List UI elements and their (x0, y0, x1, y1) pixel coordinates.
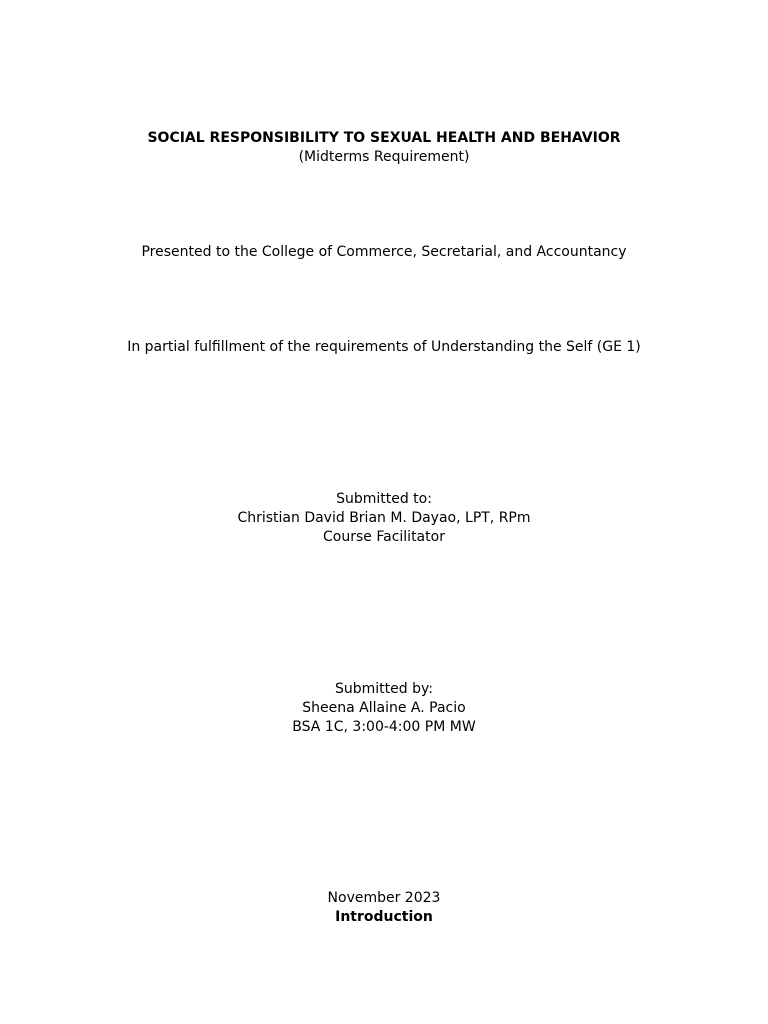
facilitator-role: Course Facilitator (323, 529, 445, 545)
introduction-heading: Introduction (335, 909, 433, 925)
submission-date: November 2023 (327, 890, 441, 906)
submitted-by-block (0, 680, 768, 737)
presented-to-text: Presented to the College of Commerce, Secretarial, and Accountancy (141, 244, 627, 260)
facilitator-name: Christian David Brian M. Dayao, LPT, RPm (237, 510, 531, 526)
title-block (0, 129, 768, 167)
date-block (0, 889, 768, 927)
submitted-to-block (0, 490, 768, 547)
document-subtitle: (Midterms Requirement) (298, 149, 470, 165)
submitted-by-label: Submitted by: (335, 681, 433, 697)
fulfillment-block (0, 338, 768, 357)
student-section: BSA 1C, 3:00-4:00 PM MW (292, 719, 476, 735)
student-name: Sheena Allaine A. Pacio (302, 700, 466, 716)
presented-to-block (0, 243, 768, 262)
submitted-to-label: Submitted to: (336, 491, 432, 507)
document-title: SOCIAL RESPONSIBILITY TO SEXUAL HEALTH AND BEHAVIOR (147, 130, 621, 146)
fulfillment-text: In partial fulfillment of the requirements of Understanding the Self (GE 1) (127, 339, 641, 355)
